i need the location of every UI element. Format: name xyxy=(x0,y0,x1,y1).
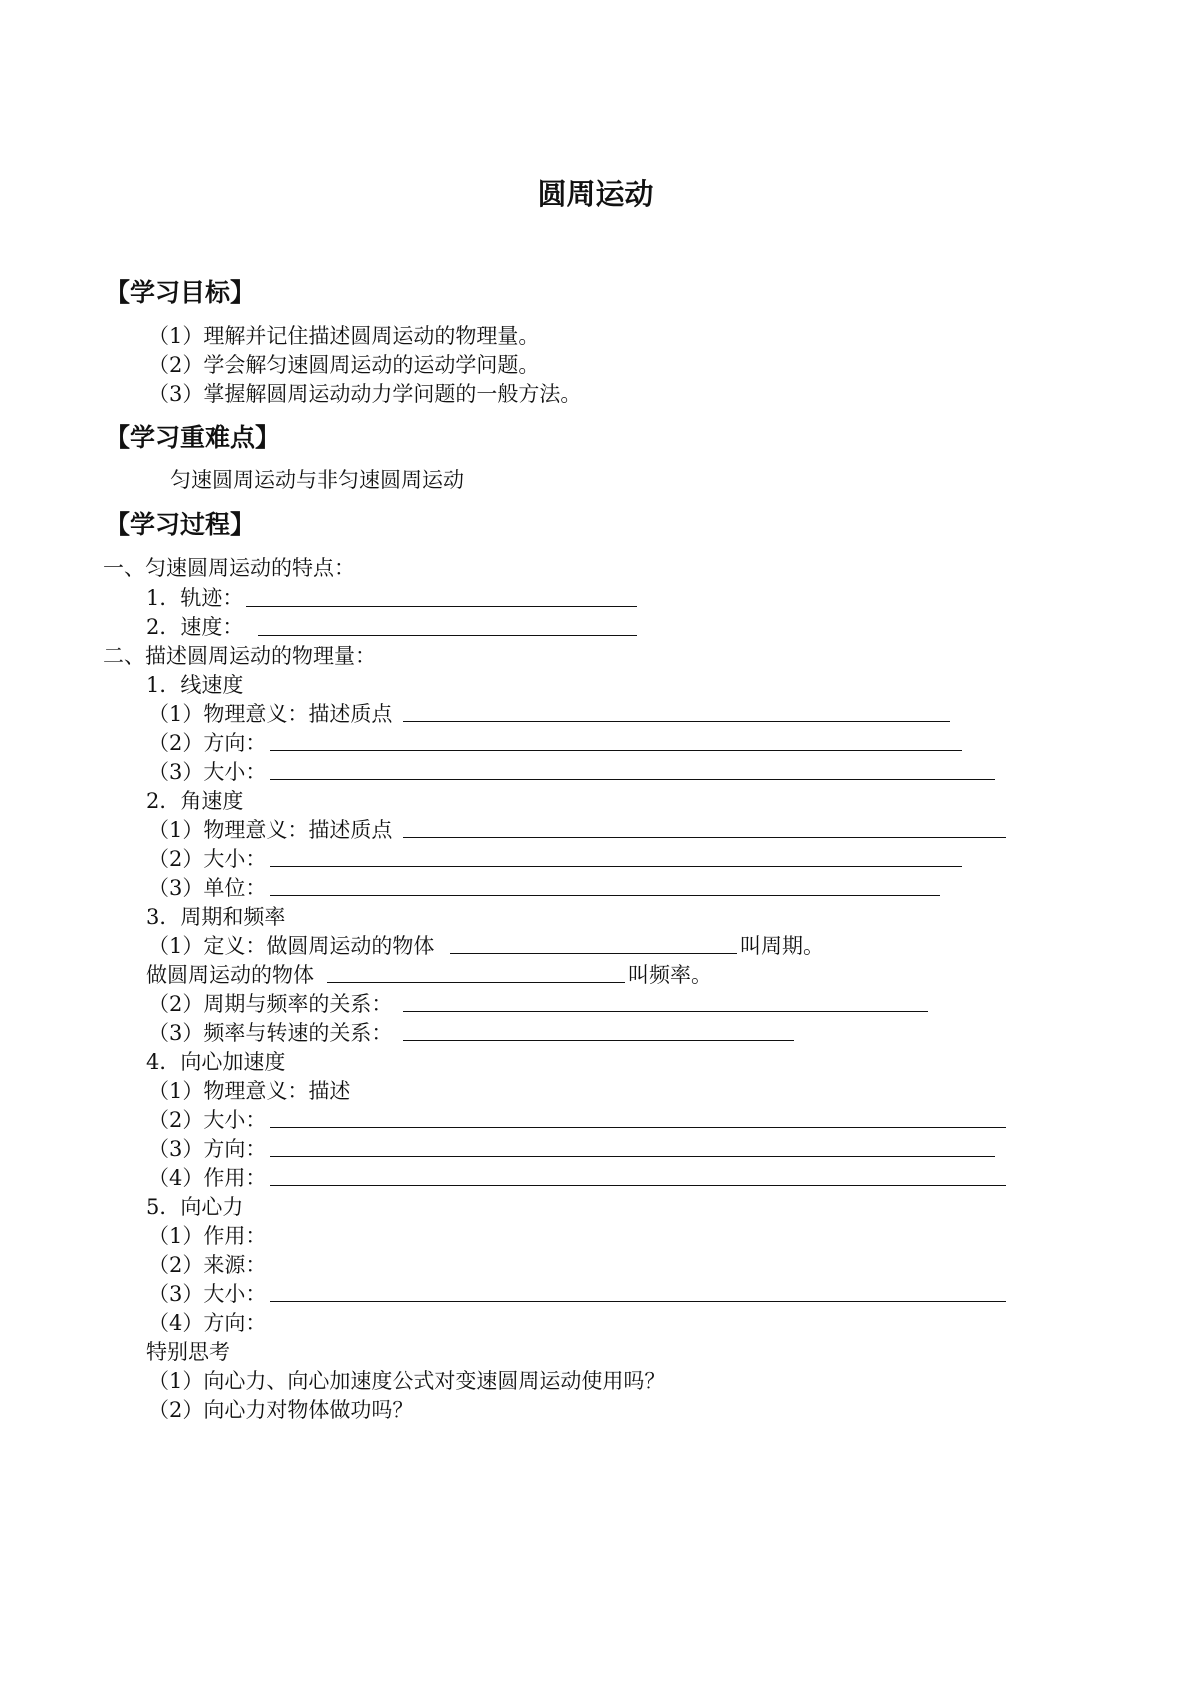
thinking-question: （2）向心力对物体做功吗？ xyxy=(148,1398,414,1422)
velocity-blank[interactable] xyxy=(258,635,637,636)
centripetal-acceleration-title: 4．向心加速度 xyxy=(146,1050,286,1074)
ca-meaning-label: （1）物理意义：描述 xyxy=(148,1079,351,1103)
centripetal-force-title: 5．向心力 xyxy=(146,1195,244,1219)
period-frequency-relation-blank[interactable] xyxy=(403,1011,928,1012)
ca-direction-blank[interactable] xyxy=(270,1156,995,1157)
ca-effect-blank[interactable] xyxy=(270,1185,1006,1186)
frequency-def-blank[interactable] xyxy=(327,982,625,983)
frequency-def-prefix: 做圆周运动的物体 xyxy=(146,963,314,987)
av-magnitude-label: （2）大小： xyxy=(148,847,267,871)
lv-direction-label: （2）方向： xyxy=(148,731,267,755)
av-unit-blank[interactable] xyxy=(270,895,940,896)
ca-direction-label: （3）方向： xyxy=(148,1137,267,1161)
frequency-speed-relation-blank[interactable] xyxy=(403,1040,794,1041)
frequency-speed-relation-label: （3）频率与转速的关系： xyxy=(148,1021,393,1045)
cf-magnitude-blank[interactable] xyxy=(270,1301,1006,1302)
objective-item: （1）理解并记住描述圆周运动的物理量。 xyxy=(148,324,540,348)
lv-direction-blank[interactable] xyxy=(270,750,962,751)
av-meaning-blank[interactable] xyxy=(403,837,1006,838)
cf-direction-label: （4）方向： xyxy=(148,1311,267,1335)
cf-source-label: （2）来源： xyxy=(148,1253,267,1277)
period-def-blank[interactable] xyxy=(450,953,737,954)
objective-item: （3）掌握解圆周运动动力学问题的一般方法。 xyxy=(148,382,582,406)
velocity-label: 2．速度： xyxy=(146,615,244,639)
period-def-suffix: 叫周期。 xyxy=(740,934,824,958)
part2-title: 二、描述圆周运动的物理量： xyxy=(103,644,376,668)
av-meaning-label: （1）物理意义：描述质点 xyxy=(148,818,393,842)
ca-effect-label: （4）作用： xyxy=(148,1166,267,1190)
lv-meaning-label: （1）物理意义：描述质点 xyxy=(148,702,393,726)
period-frequency-title: 3．周期和频率 xyxy=(146,905,286,929)
thinking-question: （1）向心力、向心加速度公式对变速圆周运动使用吗？ xyxy=(148,1369,666,1393)
frequency-def-suffix: 叫频率。 xyxy=(628,963,712,987)
thinking-title: 特别思考 xyxy=(146,1340,230,1364)
part1-title: 一、匀速圆周运动的特点： xyxy=(103,556,355,580)
ca-magnitude-label: （2）大小： xyxy=(148,1108,267,1132)
lv-magnitude-label: （3）大小： xyxy=(148,760,267,784)
period-frequency-relation-label: （2）周期与频率的关系： xyxy=(148,992,393,1016)
key-points-heading: 【学习重难点】 xyxy=(105,423,281,452)
process-heading: 【学习过程】 xyxy=(105,510,256,539)
linear-velocity-title: 1．线速度 xyxy=(146,673,244,697)
av-unit-label: （3）单位： xyxy=(148,876,267,900)
cf-magnitude-label: （3）大小： xyxy=(148,1282,267,1306)
page-title: 圆周运动 xyxy=(537,177,654,211)
cf-effect-label: （1）作用： xyxy=(148,1224,267,1248)
trajectory-blank[interactable] xyxy=(246,606,637,607)
trajectory-label: 1．轨迹： xyxy=(146,586,244,610)
lv-meaning-blank[interactable] xyxy=(403,721,950,722)
ca-magnitude-blank[interactable] xyxy=(270,1127,1006,1128)
angular-velocity-title: 2．角速度 xyxy=(146,789,244,813)
objectives-heading: 【学习目标】 xyxy=(105,278,256,307)
period-def-prefix: （1）定义：做圆周运动的物体 xyxy=(148,934,435,958)
key-points-text: 匀速圆周运动与非匀速圆周运动 xyxy=(170,468,464,492)
objective-item: （2）学会解匀速圆周运动的运动学问题。 xyxy=(148,353,540,377)
av-magnitude-blank[interactable] xyxy=(270,866,962,867)
lv-magnitude-blank[interactable] xyxy=(270,779,995,780)
